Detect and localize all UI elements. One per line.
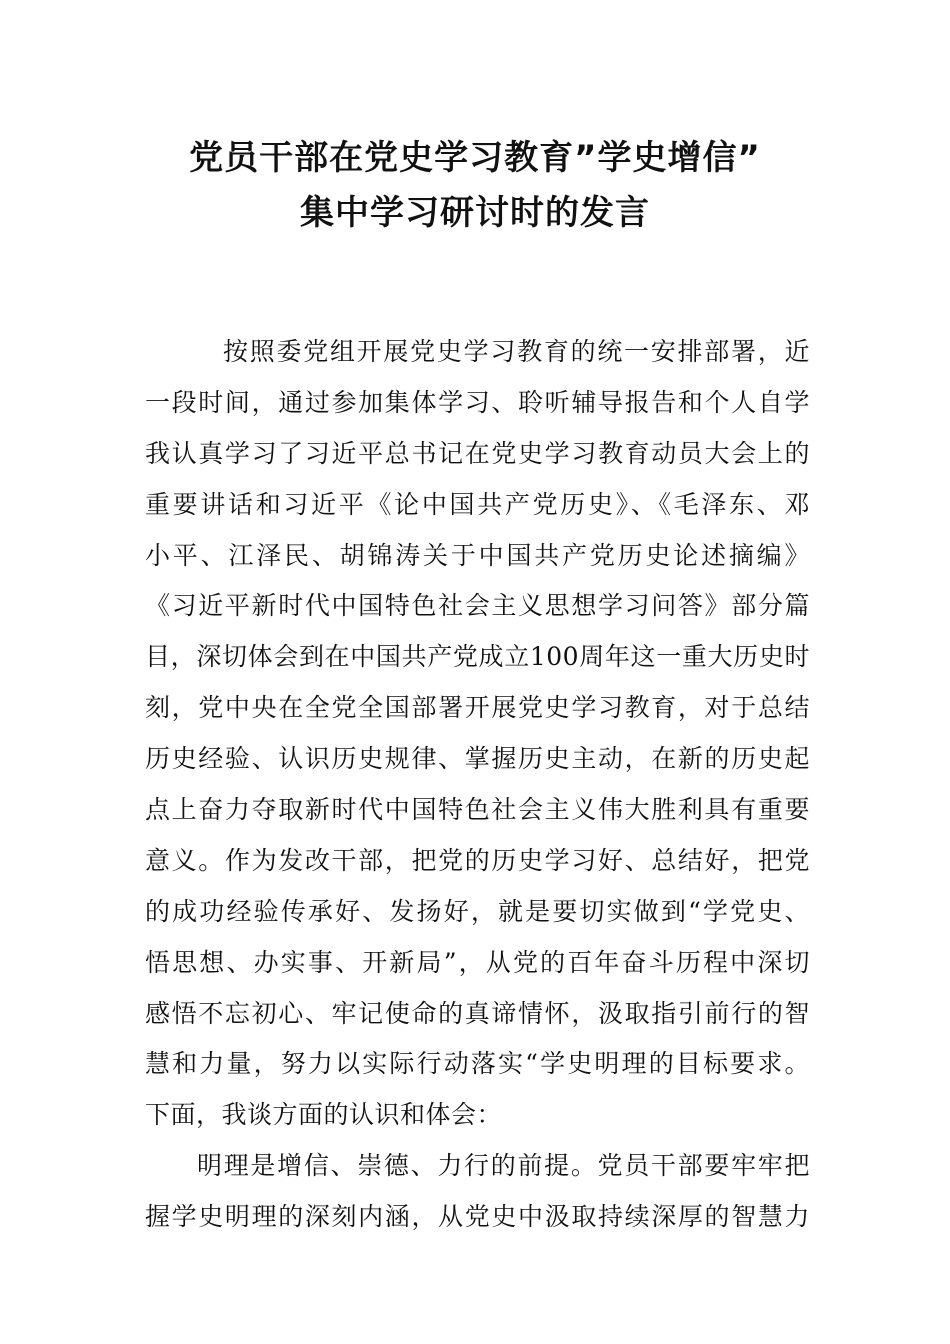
paragraph-line: 《习近平新时代中国特色社会主义思想学习问答》部分篇 — [145, 591, 810, 621]
paragraph-line: 意义。作为发改干部，把党的历史学习好、总结好，把党 — [145, 845, 810, 875]
paragraph-line: 的成功经验传承好、发扬好，就是要切实做到“学党史、 — [145, 896, 810, 926]
paragraph-line: 悟思想、办实事、开新局”，从党的百年奋斗历程中深切 — [145, 947, 810, 977]
paragraph-line: 历史经验、认识历史规律、掌握历史主动，在新的历史起 — [145, 744, 810, 774]
paragraph-line: 刻，党中央在全党全国部署开展党史学习教育，对于总结 — [145, 693, 810, 723]
paragraph-line: 下面，我谈方面的认识和体会： — [145, 1100, 503, 1130]
paragraph-line: 我认真学习了习近平总书记在党史学习教育动员大会上的 — [145, 438, 810, 468]
paragraph-line: 明理是增信、崇德、力行的前提。党员干部要牢牢把 — [197, 1151, 810, 1181]
paragraph-line: 感悟不忘初心、牢记使命的真谛情怀，汲取指引前行的智 — [145, 998, 810, 1028]
document-body — [145, 332, 810, 1248]
paragraph-line: 握学史明理的深刻内涵，从党史中汲取持续深厚的智慧力 — [145, 1202, 810, 1232]
paragraph-line: 按照委党组开展党史学习教育的统一安排部署，近 — [223, 337, 810, 366]
paragraph-line: 点上奋力夺取新时代中国特色社会主义伟大胜利具有重要 — [145, 795, 810, 825]
paragraph-line: 重要讲话和习近平《论中国共产党历史》、《毛泽东、邓 — [145, 489, 810, 519]
paragraph-line: 慧和力量，努力以实际行动落实“学史明理的目标要求。 — [145, 1049, 810, 1079]
document-title-line-2: 集中学习研讨时的发言 — [300, 193, 650, 233]
paragraph-line: 一段时间，通过参加集体学习、聆听辅导报告和个人自学 — [145, 387, 810, 417]
paragraph-line: 小平、江泽民、胡锦涛关于中国共产党历史论述摘编》 — [145, 540, 810, 570]
paragraph-line: 目，深切体会到在中国共产党成立100周年这一重大历史时 — [145, 642, 810, 672]
document-title-line-1: 党员干部在党史学习教育”学史增信” — [189, 138, 761, 178]
